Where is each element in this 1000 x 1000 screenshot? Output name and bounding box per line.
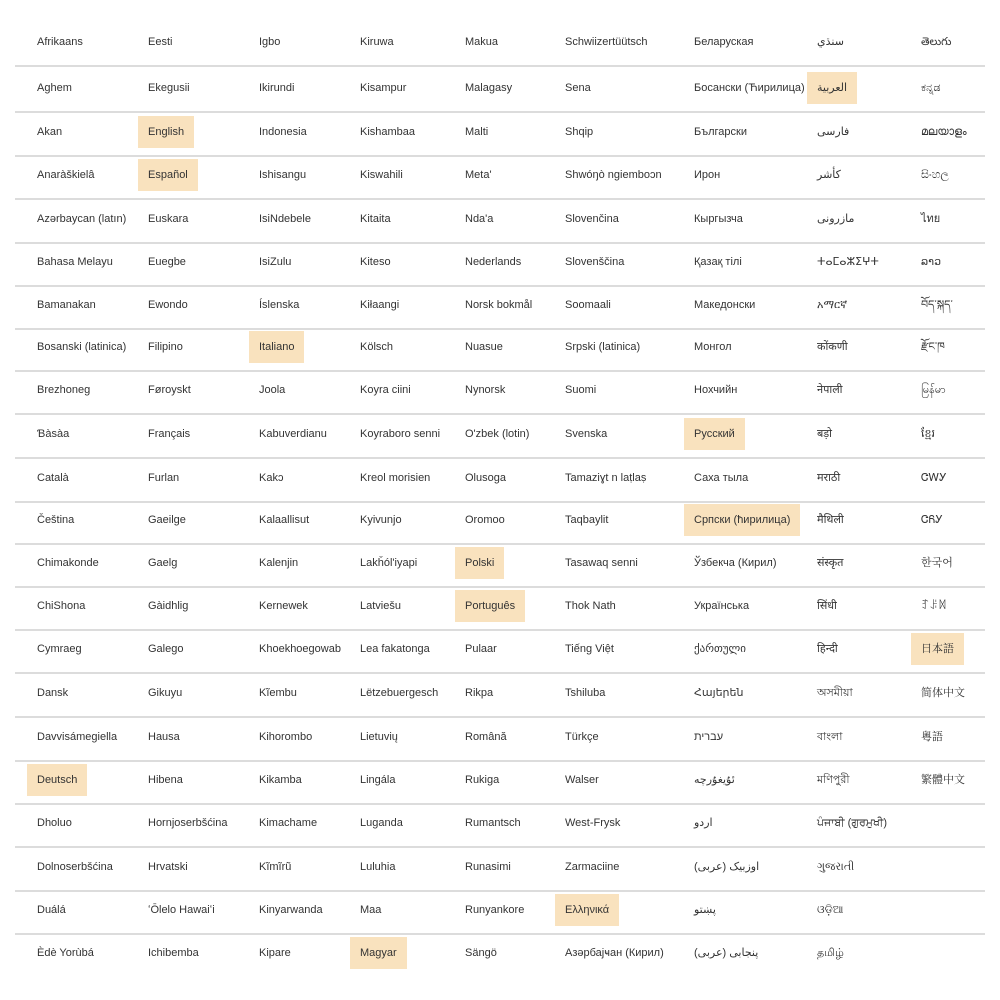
language-option[interactable]: ⵜⴰⵎⴰⵣⵉⵖⵜ bbox=[817, 256, 879, 268]
language-option[interactable]: Kinyarwanda bbox=[259, 904, 323, 916]
language-option[interactable]: Čeština bbox=[37, 514, 75, 526]
language-option[interactable]: Suomi bbox=[565, 384, 597, 396]
language-option[interactable]: Kyivunjo bbox=[360, 514, 402, 526]
language-option[interactable]: Indonesia bbox=[259, 126, 307, 138]
language-option[interactable]: Nynorsk bbox=[465, 384, 506, 396]
language-option[interactable]: Ewondo bbox=[148, 299, 188, 311]
language-row bbox=[0, 153, 1000, 196]
language-option[interactable]: Български bbox=[694, 126, 747, 138]
language-option[interactable]: ខ្មែរ bbox=[921, 428, 935, 440]
language-row bbox=[0, 801, 1000, 844]
language-option[interactable]: Joola bbox=[259, 384, 286, 396]
language-option[interactable]: Sängö bbox=[465, 947, 497, 959]
language-option[interactable]: Thok Nath bbox=[565, 600, 616, 612]
language-option[interactable]: Slovenščina bbox=[565, 256, 625, 268]
language-option[interactable]: Olusoga bbox=[465, 472, 506, 484]
language-option[interactable]: Rukiga bbox=[465, 774, 500, 786]
language-option[interactable]: 한국어 bbox=[921, 557, 953, 569]
language-row bbox=[0, 20, 1000, 63]
language-option[interactable]: తెలుగు bbox=[921, 36, 952, 48]
language-option[interactable]: مازرونی bbox=[817, 213, 855, 225]
language-option[interactable]: Українська bbox=[694, 600, 750, 612]
language-option[interactable]: Kĩembu bbox=[259, 687, 297, 699]
language-option[interactable]: Монгол bbox=[694, 341, 732, 353]
language-row bbox=[0, 931, 1000, 974]
language-option[interactable]: Føroyskt bbox=[148, 384, 191, 396]
language-option[interactable]: Brezhoneg bbox=[37, 384, 91, 396]
language-option[interactable]: Kabuverdianu bbox=[259, 428, 327, 440]
language-row bbox=[0, 584, 1000, 627]
language-option[interactable]: Schwiizertüütsch bbox=[565, 36, 648, 48]
language-option[interactable]: Ўзбекча (Кирил) bbox=[694, 557, 777, 569]
language-option[interactable]: Азәрбајҹан (Кирил) bbox=[565, 947, 664, 959]
language-option[interactable]: Dansk bbox=[37, 687, 69, 699]
language-option[interactable]: অসমীয়া bbox=[817, 687, 853, 699]
language-option[interactable]: नेपाली bbox=[817, 384, 843, 396]
language-option[interactable]: සිංහල bbox=[921, 169, 949, 181]
language-option[interactable]: Nda'a bbox=[465, 213, 494, 225]
language-option[interactable]: Português bbox=[455, 590, 525, 622]
language-option[interactable]: Runyankore bbox=[465, 904, 525, 916]
language-option[interactable]: Srpski (latinica) bbox=[565, 341, 641, 353]
language-option[interactable]: ᏣᎳᎩ bbox=[921, 472, 947, 484]
language-option[interactable]: Kreol morisien bbox=[360, 472, 431, 484]
language-option[interactable]: Македонски bbox=[694, 299, 756, 311]
language-row bbox=[0, 325, 1000, 368]
language-option[interactable]: Nuasue bbox=[465, 341, 503, 353]
language-option[interactable]: ئۇيغۇرچە bbox=[694, 774, 735, 786]
language-option[interactable]: ChiShona bbox=[37, 600, 86, 612]
language-option[interactable]: မြန်မာ bbox=[921, 384, 946, 396]
language-row bbox=[0, 456, 1000, 499]
language-option[interactable]: Kiteso bbox=[360, 256, 391, 268]
language-row bbox=[0, 412, 1000, 455]
language-option[interactable]: Filipino bbox=[148, 341, 183, 353]
language-option[interactable]: ไทย bbox=[921, 213, 941, 225]
language-option[interactable]: Kihorombo bbox=[259, 731, 313, 743]
language-option[interactable]: Meta' bbox=[465, 169, 492, 181]
language-option[interactable]: Tshiluba bbox=[565, 687, 606, 699]
language-option[interactable]: Slovenčina bbox=[565, 213, 619, 225]
language-option[interactable]: Èdè Yorùbá bbox=[37, 947, 94, 959]
language-option[interactable]: मराठी bbox=[817, 472, 841, 484]
language-option[interactable]: सिंधी bbox=[817, 600, 837, 612]
language-row bbox=[0, 671, 1000, 714]
language-row bbox=[0, 715, 1000, 758]
language-option[interactable]: Tiếng Việt bbox=[565, 643, 614, 655]
language-option[interactable]: संस्कृत bbox=[817, 557, 844, 569]
language-option[interactable]: Tasawaq senni bbox=[565, 557, 638, 569]
language-option[interactable]: فارسی bbox=[817, 126, 850, 138]
language-option[interactable]: پنجابی (عربی) bbox=[694, 947, 759, 959]
language-option[interactable]: Kikamba bbox=[259, 774, 302, 786]
language-option[interactable]: Rumantsch bbox=[465, 817, 521, 829]
language-option[interactable]: ਪੰਜਾਬੀ (ਗੁਰਮੁਖੀ) bbox=[817, 817, 887, 829]
language-option[interactable]: মণিপুরী bbox=[817, 774, 850, 786]
language-option[interactable]: Igbo bbox=[259, 36, 281, 48]
language-option[interactable]: سنڌي bbox=[817, 36, 844, 48]
language-option[interactable]: Ελληνικά bbox=[555, 894, 619, 926]
language-option[interactable]: Oromoo bbox=[465, 514, 505, 526]
language-option[interactable]: ᏣᏲᎩ bbox=[921, 514, 943, 526]
language-row bbox=[0, 498, 1000, 541]
language-option[interactable]: Lëtzebuergesch bbox=[360, 687, 439, 699]
language-option[interactable]: Luganda bbox=[360, 817, 403, 829]
language-option[interactable]: Pulaar bbox=[465, 643, 497, 655]
language-option[interactable]: Kimachame bbox=[259, 817, 318, 829]
language-option[interactable]: Кыргызча bbox=[694, 213, 743, 225]
language-option[interactable]: Kitaita bbox=[360, 213, 391, 225]
language-option[interactable]: Davvisámegiella bbox=[37, 731, 118, 743]
language-option[interactable]: ꆈꌠꉙ bbox=[921, 600, 947, 612]
language-option[interactable]: Ichibemba bbox=[148, 947, 199, 959]
language-option[interactable]: Euskara bbox=[148, 213, 189, 225]
language-option[interactable]: اوزبیک (عربی) bbox=[694, 861, 760, 873]
language-option[interactable]: Français bbox=[148, 428, 191, 440]
language-option[interactable]: עברית bbox=[694, 731, 724, 743]
language-option[interactable]: Malagasy bbox=[465, 82, 513, 94]
language-option[interactable]: Bahasa Melayu bbox=[37, 256, 113, 268]
language-option[interactable]: Akan bbox=[37, 126, 63, 138]
language-option[interactable]: Hrvatski bbox=[148, 861, 188, 873]
language-option[interactable]: বাংলা bbox=[817, 731, 843, 743]
language-option[interactable]: Dolnoserbšćina bbox=[37, 861, 113, 873]
language-option[interactable]: العربية bbox=[807, 72, 857, 104]
language-option[interactable]: རྫོང་ཁ bbox=[921, 341, 945, 353]
language-row bbox=[0, 541, 1000, 584]
language-option[interactable]: Norsk bokmål bbox=[465, 299, 533, 311]
language-option[interactable]: Hibena bbox=[148, 774, 183, 786]
language-option[interactable]: پښتو bbox=[694, 904, 716, 916]
language-option[interactable]: IsiZulu bbox=[259, 256, 292, 268]
language-option[interactable]: Íslenska bbox=[259, 299, 300, 311]
language-option[interactable]: Bosanski (latinica) bbox=[37, 341, 127, 353]
language-option[interactable]: Català bbox=[37, 472, 69, 484]
language-option[interactable]: Саха тыла bbox=[694, 472, 749, 484]
language-row bbox=[0, 197, 1000, 240]
language-option[interactable]: हिन्दी bbox=[817, 643, 838, 655]
language-option[interactable]: Kipare bbox=[259, 947, 291, 959]
language-option[interactable]: Zarmaciine bbox=[565, 861, 620, 873]
language-option[interactable]: Dholuo bbox=[37, 817, 72, 829]
language-option[interactable]: ಕನ್ನಡ bbox=[921, 82, 941, 94]
language-option[interactable]: Kalenjin bbox=[259, 557, 299, 569]
language-option[interactable]: Runasimi bbox=[465, 861, 511, 873]
language-option[interactable]: Latviešu bbox=[360, 600, 401, 612]
language-option[interactable]: Nederlands bbox=[465, 256, 522, 268]
language-option[interactable]: Kiłaangi bbox=[360, 299, 400, 311]
language-option[interactable]: Нохчийн bbox=[694, 384, 738, 396]
language-option[interactable]: 简体中文 bbox=[921, 687, 965, 699]
language-option[interactable]: Sena bbox=[565, 82, 591, 94]
language-option[interactable]: Kĩmĩrũ bbox=[259, 861, 292, 873]
language-option[interactable]: Español bbox=[138, 159, 198, 191]
language-option[interactable]: Gaelg bbox=[148, 557, 178, 569]
language-option[interactable]: Ирон bbox=[694, 169, 721, 181]
language-option[interactable]: मैथिली bbox=[817, 514, 844, 526]
language-option[interactable]: Afrikaans bbox=[37, 36, 83, 48]
language-option[interactable]: Босански (Ћирилица) bbox=[694, 82, 805, 94]
language-option[interactable]: Aghem bbox=[37, 82, 72, 94]
language-option[interactable]: Kiruwa bbox=[360, 36, 394, 48]
language-option[interactable]: Makua bbox=[465, 36, 499, 48]
language-option[interactable]: Kalaallisut bbox=[259, 514, 310, 526]
language-option[interactable]: Deutsch bbox=[27, 764, 87, 796]
language-option[interactable]: Azərbaycan (latın) bbox=[37, 213, 127, 225]
language-option[interactable]: Kishambaa bbox=[360, 126, 416, 138]
language-option[interactable]: Koyraboro senni bbox=[360, 428, 441, 440]
language-option[interactable]: Tamaziɣt n laṭlaṣ bbox=[565, 472, 647, 484]
language-option[interactable]: Walser bbox=[565, 774, 599, 786]
language-option[interactable]: ଓଡ଼ିଆ bbox=[817, 904, 844, 916]
language-option[interactable]: བོད་སྐད་ bbox=[921, 299, 953, 311]
language-option[interactable]: தமிழ் bbox=[817, 947, 844, 959]
language-option[interactable]: Hornjoserbšćina bbox=[148, 817, 228, 829]
language-option[interactable]: Gàidhlig bbox=[148, 600, 189, 612]
language-row bbox=[0, 627, 1000, 670]
language-option[interactable]: Shqip bbox=[565, 126, 594, 138]
language-option[interactable]: Kölsch bbox=[360, 341, 394, 353]
language-option[interactable]: اردو bbox=[694, 817, 713, 829]
language-option[interactable]: Kakɔ bbox=[259, 472, 284, 484]
language-option[interactable]: አማርኛ bbox=[817, 299, 848, 311]
language-option[interactable]: Kiswahili bbox=[360, 169, 403, 181]
language-row bbox=[0, 845, 1000, 888]
language-option[interactable]: ʻŌlelo Hawaiʻi bbox=[148, 904, 215, 916]
language-option[interactable]: 日本語 bbox=[911, 633, 964, 665]
language-option[interactable]: O'zbek (lotin) bbox=[465, 428, 530, 440]
language-option[interactable]: 粵語 bbox=[921, 731, 943, 743]
language-option[interactable]: कोंकणी bbox=[817, 341, 848, 353]
language-option[interactable]: Eesti bbox=[148, 36, 173, 48]
language-option[interactable]: Hausa bbox=[148, 731, 180, 743]
language-option[interactable]: Maa bbox=[360, 904, 382, 916]
language-option[interactable]: Luluhia bbox=[360, 861, 396, 873]
language-option[interactable]: Lakȟól'iyapi bbox=[360, 557, 418, 569]
language-option[interactable]: Қазақ тілі bbox=[694, 256, 742, 268]
language-option[interactable]: Ɓàsàa bbox=[37, 428, 70, 440]
language-row bbox=[0, 110, 1000, 153]
language-option[interactable]: Српски (ћирилица) bbox=[684, 504, 800, 536]
language-option[interactable]: Lea fakatonga bbox=[360, 643, 430, 655]
language-option[interactable]: ગુજરાતી bbox=[817, 861, 855, 873]
language-option[interactable]: Chimakonde bbox=[37, 557, 99, 569]
language-option[interactable]: Română bbox=[465, 731, 507, 743]
language-option[interactable]: മലയാളം bbox=[921, 126, 967, 138]
language-option[interactable]: Koyra ciini bbox=[360, 384, 411, 396]
language-option[interactable]: English bbox=[138, 116, 194, 148]
language-row bbox=[0, 283, 1000, 326]
language-option[interactable]: Bamanakan bbox=[37, 299, 96, 311]
language-option[interactable]: Taqbaylit bbox=[565, 514, 609, 526]
language-option[interactable]: Rikpa bbox=[465, 687, 494, 699]
language-option[interactable]: Furlan bbox=[148, 472, 180, 484]
language-option[interactable]: Duálá bbox=[37, 904, 66, 916]
language-option[interactable]: Polski bbox=[455, 547, 504, 579]
language-option[interactable]: Khoekhoegowab bbox=[259, 643, 341, 655]
language-option[interactable]: Cymraeg bbox=[37, 643, 82, 655]
language-option[interactable]: ქართული bbox=[694, 643, 746, 655]
language-option[interactable]: IsiNdebele bbox=[259, 213, 311, 225]
language-option[interactable]: Malti bbox=[465, 126, 489, 138]
language-option[interactable]: Galego bbox=[148, 643, 184, 655]
language-option[interactable]: Gikuyu bbox=[148, 687, 183, 699]
language-option[interactable]: Anaràškielâ bbox=[37, 169, 95, 181]
language-option[interactable]: Lingála bbox=[360, 774, 396, 786]
language-option[interactable]: Kernewek bbox=[259, 600, 308, 612]
language-option[interactable]: Ikirundi bbox=[259, 82, 295, 94]
language-row bbox=[0, 240, 1000, 283]
language-row bbox=[0, 66, 1000, 109]
language-option[interactable]: Magyar bbox=[350, 937, 407, 969]
language-row bbox=[0, 888, 1000, 931]
language-option[interactable]: Italiano bbox=[249, 331, 304, 363]
language-option[interactable]: Lietuvių bbox=[360, 731, 398, 743]
language-option[interactable]: Русский bbox=[684, 418, 745, 450]
language-option[interactable]: Ishisangu bbox=[259, 169, 307, 181]
language-option[interactable]: Kisampur bbox=[360, 82, 407, 94]
language-option[interactable]: Euegbe bbox=[148, 256, 186, 268]
language-option[interactable]: ລາວ bbox=[921, 256, 942, 268]
language-option[interactable]: Հայերեն bbox=[694, 687, 744, 699]
language-option[interactable]: Türkçe bbox=[565, 731, 599, 743]
language-option[interactable]: 繁體中文 bbox=[921, 774, 965, 786]
language-option[interactable]: Беларуская bbox=[694, 36, 754, 48]
language-row bbox=[0, 758, 1000, 801]
language-option[interactable]: Soomaali bbox=[565, 299, 611, 311]
language-option[interactable]: Shwóŋò ngiemboɔn bbox=[565, 169, 662, 181]
language-option[interactable]: West-Frysk bbox=[565, 817, 621, 829]
language-option[interactable]: Ekegusii bbox=[148, 82, 190, 94]
language-option[interactable]: Gaeilge bbox=[148, 514, 186, 526]
language-option[interactable]: کأشر bbox=[817, 169, 841, 181]
language-row bbox=[0, 368, 1000, 411]
language-option[interactable]: Svenska bbox=[565, 428, 608, 440]
language-option[interactable]: बड़ो bbox=[817, 428, 833, 440]
